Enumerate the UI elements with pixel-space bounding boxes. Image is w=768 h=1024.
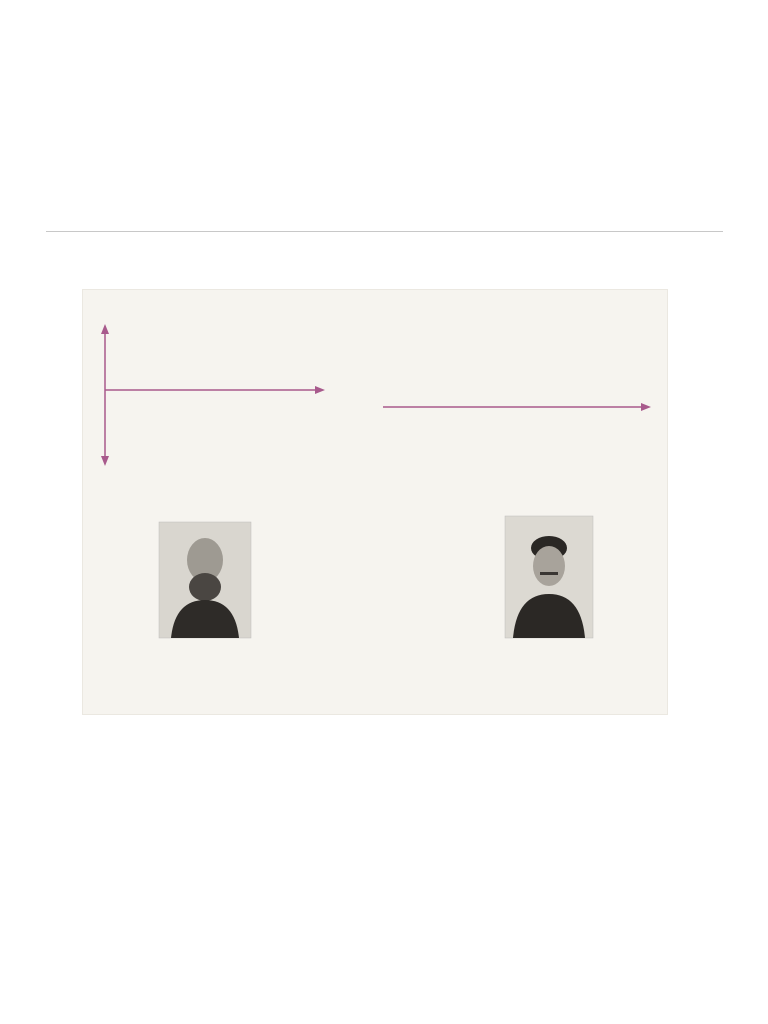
arrow-right-icon (315, 386, 325, 394)
article-figure (82, 289, 668, 715)
tesla-portrait (505, 516, 593, 638)
hertz-portrait (159, 522, 251, 638)
arrow-up-icon (101, 324, 109, 334)
divider (46, 231, 723, 232)
arrow-down-icon (101, 456, 109, 466)
figure-illustration (83, 290, 667, 714)
arrow-right-icon (641, 403, 651, 411)
